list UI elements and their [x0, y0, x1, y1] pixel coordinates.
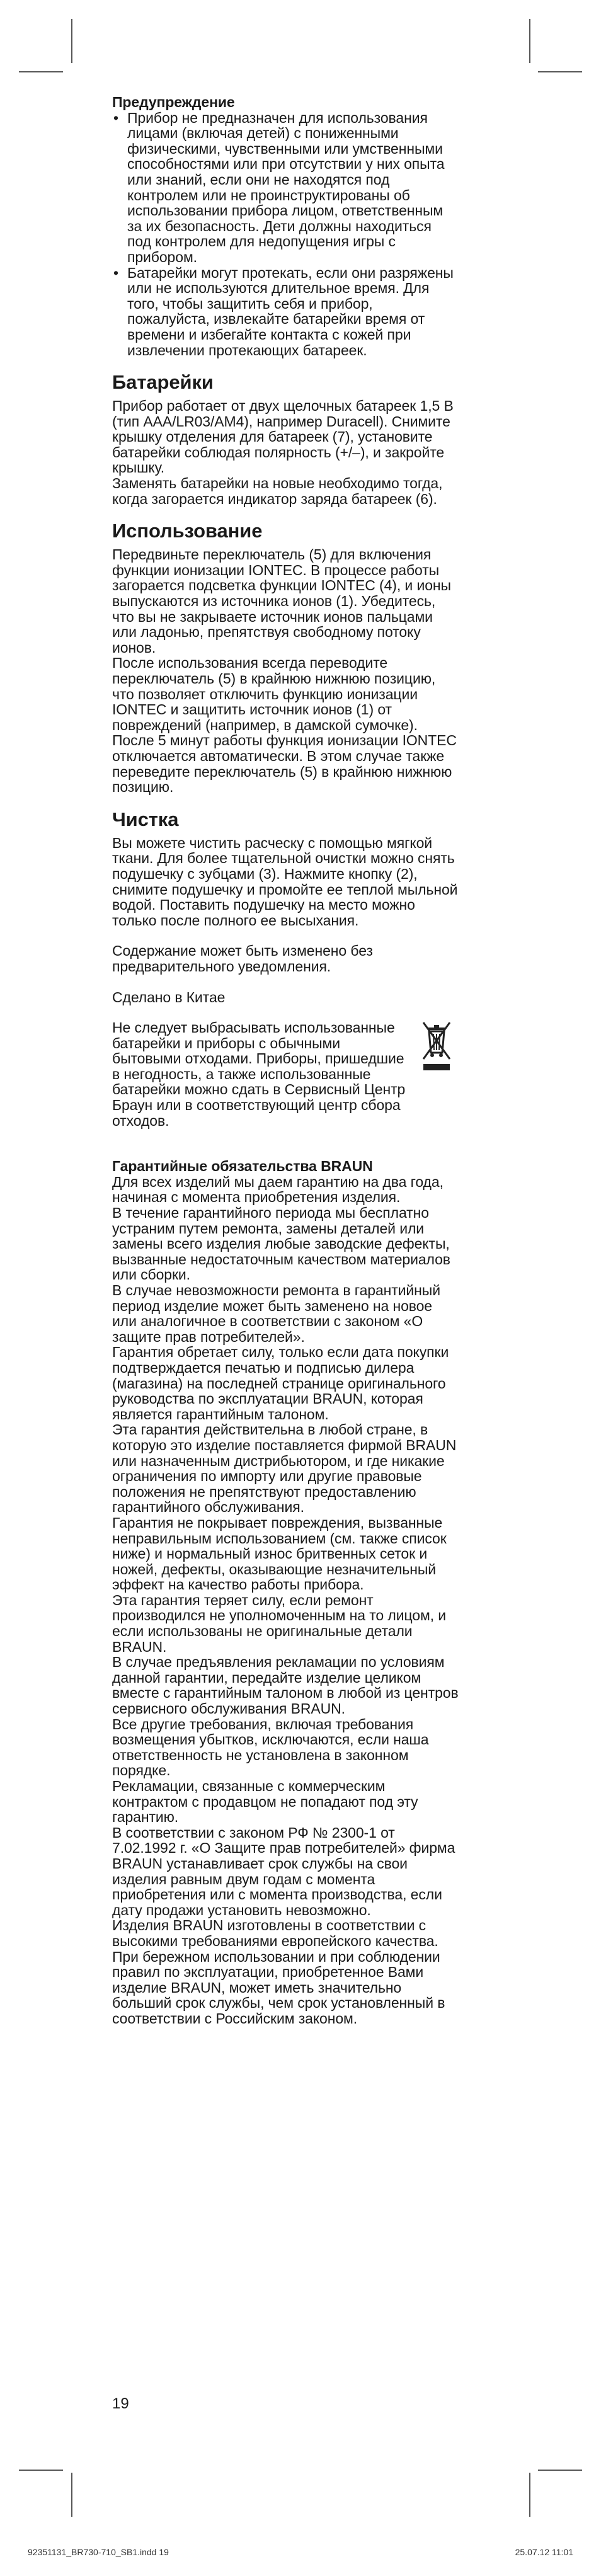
batteries-text: Прибор работает от двух щелочных батареек 1,5 В (тип AAA/LR03/AM4), например Duracell). Снимите крышку отделения для батареек (7), установите батарейки соблюдая полярность (+/–), и закройте крышку. [112, 398, 454, 476]
crossed-out-wheelie-bin-icon [421, 1020, 454, 1075]
guarantee-paragraph: Эта гарантия действительна в любой стране, в которую это изделие поставляется фирмой BRAUN или назначенным дистрибьютором, и где никакие ограничения по импорту или другие правовые положения не препятствуют предоставлению гарантийного обслуживания. [112, 1421, 457, 1516]
warning-title: Предупреждение [112, 94, 235, 110]
guarantee-heading: Гарантийные обязательства BRAUN [112, 1158, 373, 1175]
disposal-text: Не следует выбрасывать использованные батарейки и приборы с обычными бытовыми отходами. Приборы, пришедшие в негодность, а также использованные батарейки можно сдать в Сервисный Центр Браун или в соответствующий центр сбора отходов. [112, 1019, 406, 1129]
change-notice: Содержание может быть изменено без предварительного уведомления. [112, 942, 373, 975]
warning-bullet: • Батарейки могут протекать, если они разряжены или не используются длительное время. Для того, чтобы защитить себя и прибор, пожалуйста, извлекайте батарейки время от времени и избегайте контакта с кожей при извлечении протекающих батареек. [112, 265, 459, 358]
page-content [112, 94, 459, 2027]
guarantee-paragraph: Для всех изделий мы даем гарантию на два года, начиная с момента приобретения изделия. [112, 1173, 444, 1206]
guarantee-paragraph: Эта гарантия теряет силу, если ремонт производился не уполномоченным на то лицом, и если использованы не оригинальные детали BRAUN. [112, 1591, 447, 1655]
guarantee-paragraph: Изделия BRAUN изготовлены в соответствии с высокими требованиями европейского качества. При бережном использовании и при соблюдении правил по эксплуатации, приобретенное Вами изделие BRAUN, может иметь значительно больший срок службы, чем срок установленный в соответствии с Российским законом. [112, 1917, 445, 2027]
crop-mark [529, 19, 530, 63]
crop-mark [538, 2470, 582, 2471]
usage-text: После 5 минут работы функция ионизации IONTEC отключается автоматически. В этом случае также переведите переключатель (5) в крайнюю нижнюю позицию. [112, 732, 457, 796]
batteries-text: Заменять батарейки на новые необходимо тогда, когда загорается индикатор заряда батареек (6). [112, 475, 443, 507]
crop-mark [19, 2470, 63, 2471]
guarantee-paragraph: Все другие требования, включая требования возмещения убытков, исключаются, если наша ответственность не установлена в законном порядке. [112, 1715, 429, 1779]
usage-text: Передвиньте переключатель (5) для включения функции ионизации IONTEC. В процессе работы загорается подсветка функции IONTEC (4), и ионы выпускаются из источника ионов (1). Убедитесь, что вы не закрываете источник ионов пальцами или ладонью, препятствуя свободному потоку ионов. [112, 546, 451, 656]
footer-file-info: 92351131_BR730-710_SB1.indd 19 [28, 2547, 169, 2557]
warning-bullet: • Прибор не предназначен для использования лицами (включая детей) с пониженными физическими, чувственными или умственными способностями или при отсутствии у них опыта или знаний, если они не находятся под контролем или не проинструктированы об использовании прибора лицом, ответственным за их безопасность. Дети должны находиться под контролем для недопущения игры с прибором. [112, 110, 459, 265]
batteries-heading: Батарейки [112, 371, 214, 394]
guarantee-paragraph: Гарантия обретает силу, только если дата покупки подтверждается печатью и подписью дилера (магазина) на последней странице оригинального руководства по эксплуатации BRAUN, которая является гарантийным талоном. [112, 1344, 449, 1423]
crop-mark [538, 71, 582, 72]
guarantee-paragraph: В случае предъявления рекламации по условиям данной гарантии, передайте изделие целиком вместе с гарантийным талоном в любой из центров сервисного обслуживания BRAUN. [112, 1654, 459, 1717]
made-in: Сделано в Китае [112, 988, 226, 1005]
footer-date: 25.07.12 11:01 [515, 2547, 573, 2557]
crop-mark [19, 71, 63, 72]
warning-list [112, 110, 459, 358]
warning-section [112, 94, 459, 358]
guarantee-paragraph: В течение гарантийного периода мы бесплатно устраним путем ремонта, замены деталей или замены всего изделия любые заводские дефекты, вызванные недостаточным качеством материалов или сборки. [112, 1205, 450, 1283]
crop-mark [529, 2473, 530, 2517]
crop-mark [71, 2473, 72, 2517]
batteries-section [112, 372, 459, 507]
guarantee-paragraph: В случае невозможности ремонта в гарантийный период изделие может быть заменено на новое или аналогичное в соответствии с законом «О защите прав потребителей». [112, 1282, 440, 1345]
guarantee-paragraph: Гарантия не покрывает повреждения, вызванные неправильным использованием (см. также список ниже) и нормальный износ бритвенных сеток и ножей, дефекты, оказывающие незначительный эффект на качество работы прибора. [112, 1514, 447, 1593]
usage-text: После использования всегда переводите переключатель (5) в крайнюю нижнюю позицию, что позволяет отключить функцию ионизации IONTEC и защитить источник ионов (1) от повреждений (например, в дамской сумочке). [112, 655, 436, 733]
guarantee-section [112, 1159, 459, 2026]
page-number: 19 [112, 2395, 129, 2412]
usage-heading: Использование [112, 520, 263, 542]
guarantee-paragraph: В соответствии с законом РФ № 2300-1 от 7.02.1992 г. «О Защите прав потребителей» фирма BRAUN устанавливает срок службы на свои изделия равным двум годам с момента приобретения или с момента производства, если дату продажи установить невозможно. [112, 1824, 455, 1918]
crop-mark [71, 19, 72, 63]
disposal-block [112, 1020, 459, 1128]
usage-section [112, 520, 459, 795]
cleaning-heading: Чистка [112, 808, 179, 830]
guarantee-paragraph: Рекламации, связанные с коммерческим контрактом с продавцом не попадают под эту гарантию. [112, 1778, 418, 1826]
cleaning-text: Вы можете чистить расческу с помощью мягкой ткани. Для более тщательной очистки можно снять подушечку с зубцами (3). Нажмите кнопку (2), снимите подушечку и промойте ее теплой мыльной водой. Поставить подушечку на место можно только после полного ее высыхания. [112, 834, 458, 929]
cleaning-section [112, 809, 459, 1129]
